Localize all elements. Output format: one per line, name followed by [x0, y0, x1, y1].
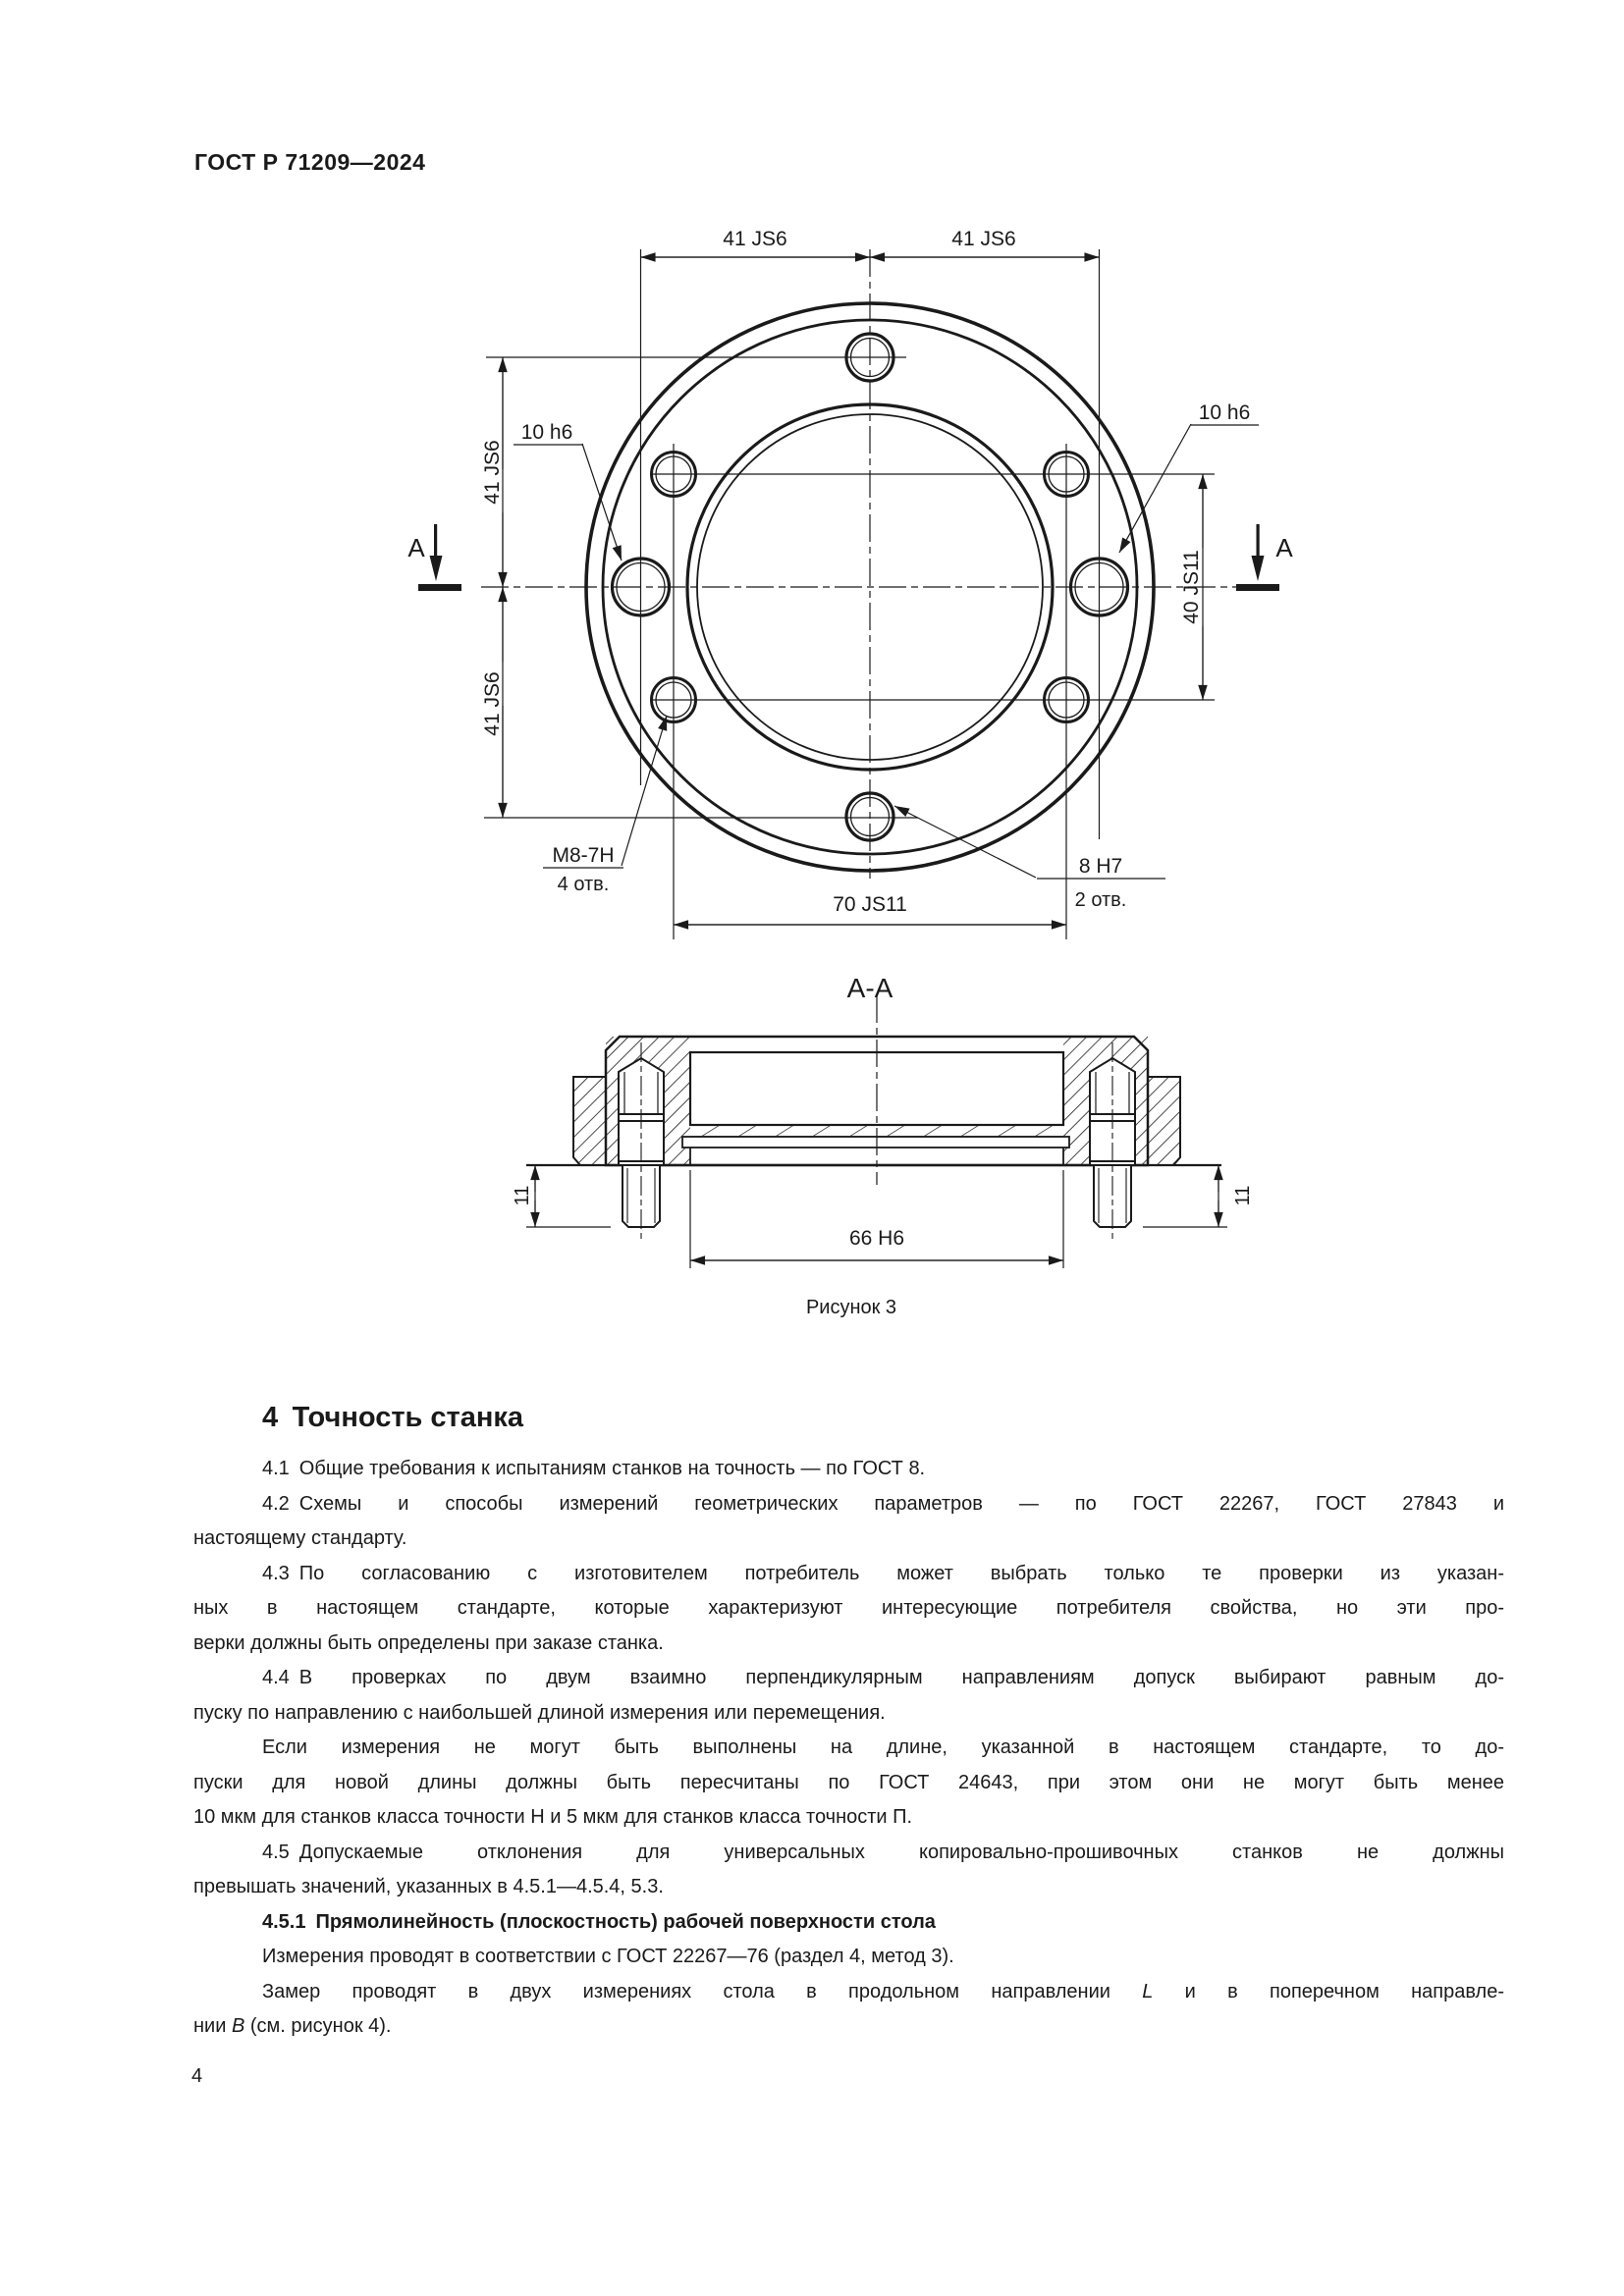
- para-4-1-line-1: 4.1 Общие требования к испытаниям станков на точность — по ГОСТ 8.: [262, 1458, 926, 1479]
- extension-lines: [484, 249, 1215, 939]
- para-4-2-line-2: настоящему стандарту.: [193, 1527, 407, 1549]
- para-4-5-1-line-1: Измерения проводят в соответствии с ГОСТ 22267—76 (раздел 4, метод 3).: [262, 1946, 954, 1967]
- dim-40js11-right: 40 JS11: [1180, 550, 1203, 624]
- body-text: [193, 1452, 1504, 2045]
- page-number: 4: [191, 2065, 203, 2087]
- dim-70js11-bottom: 70 JS11: [833, 893, 907, 916]
- dim-11-right: 11: [1232, 1185, 1254, 1206]
- para-4-5-line-2: превышать значений, указанных в 4.5.1—4.5.4, 5.3.: [193, 1876, 664, 1897]
- label-8h7: 8 H7: [1078, 855, 1123, 878]
- para-4-4-line-2: пуску по направлению с наибольшей длиной измерения или перемещения.: [193, 1701, 886, 1724]
- dim-41js6-left-upper: 41 JS6: [481, 440, 504, 505]
- stud-right: [1090, 1042, 1135, 1239]
- text-run: и в поперечном направле-: [1153, 1980, 1504, 2002]
- dim-41js6-left-lower: 41 JS6: [481, 671, 504, 736]
- para-4-5-1-line-2: [193, 1975, 1504, 2010]
- text-run: Замер проводят в двух измерениях стола в продольном направлении: [262, 1980, 1143, 2002]
- para-4-2-line-1: 4.2 Схемы и способы измерений геометрических параметров — по ГОСТ 22267, ГОСТ 27843 и: [262, 1492, 1504, 1515]
- cut-letter-right: А: [1275, 533, 1293, 562]
- label-10h6-right: 10 h6: [1198, 401, 1251, 424]
- dim-66h6: 66 H6: [848, 1227, 905, 1250]
- para-4-5-line-1: 4.5 Допускаемые отклонения для универсальных копировально-прошивочных станков не должны: [262, 1841, 1504, 1863]
- italic-var-l: L: [1142, 1980, 1154, 2002]
- cut-letter-left: А: [407, 533, 425, 562]
- dim-11-left: 11: [512, 1185, 533, 1206]
- label-8h7-qty: 2 отв.: [1074, 889, 1127, 911]
- label-m8-thread: M8-7H: [552, 844, 615, 867]
- center-lines: [481, 249, 1262, 879]
- section-title: А-А: [846, 973, 893, 1003]
- para-4-3-line-3: верки должны быть определены при заказе станка.: [193, 1631, 664, 1654]
- flange-plan-view: [418, 249, 1279, 939]
- text-run: (см. рисунок 4).: [244, 2015, 392, 2037]
- para-4-3-line-2: ных в настоящем стандарте, которые характеризуют интересующие потребителя свойства, но эти про-: [193, 1597, 1504, 1619]
- dim-41js6-top-right: 41 JS6: [951, 228, 1016, 250]
- para-4-5-1-head: 4.5.1 Прямолинейность (плоскостность) рабочей поверхности стола: [262, 1910, 936, 1933]
- figure-caption: Рисунок 3: [805, 1297, 897, 1318]
- standard-header: ГОСТ Р 71209—2024: [194, 149, 426, 175]
- label-m8-qty: 4 отв.: [557, 874, 610, 895]
- section-heading: 4 Точность станка: [262, 1402, 524, 1433]
- para-4-5-1-line-3: [193, 2009, 1504, 2045]
- para-4-4-line-4: пуски для новой длины должны быть пересчитаны по ГОСТ 24643, при этом они не могут быть менее: [193, 1771, 1504, 1793]
- para-4-4-line-1: 4.4 В проверках по двум взаимно перпендикулярным направлениям допуск выбирают равным до-: [262, 1667, 1504, 1688]
- para-4-4-line-3: Если измерения не могут быть выполнены на длине, указанной в настоящем стандарте, то до-: [262, 1736, 1504, 1758]
- italic-var-b: B: [231, 2015, 245, 2037]
- text-run: нии: [193, 2015, 232, 2037]
- label-10h6-left: 10 h6: [520, 421, 573, 444]
- para-4-3-line-1: 4.3 По согласованию с изготовителем потребитель может выбрать только те проверки из указан-: [262, 1562, 1504, 1584]
- para-4-4-line-5: 10 мкм для станков класса точности Н и 5 мкм для станков класса точности П.: [193, 1806, 913, 1828]
- stud-left: [619, 1042, 664, 1239]
- section-view: [512, 995, 1254, 1268]
- dim-41js6-top-left: 41 JS6: [723, 228, 787, 250]
